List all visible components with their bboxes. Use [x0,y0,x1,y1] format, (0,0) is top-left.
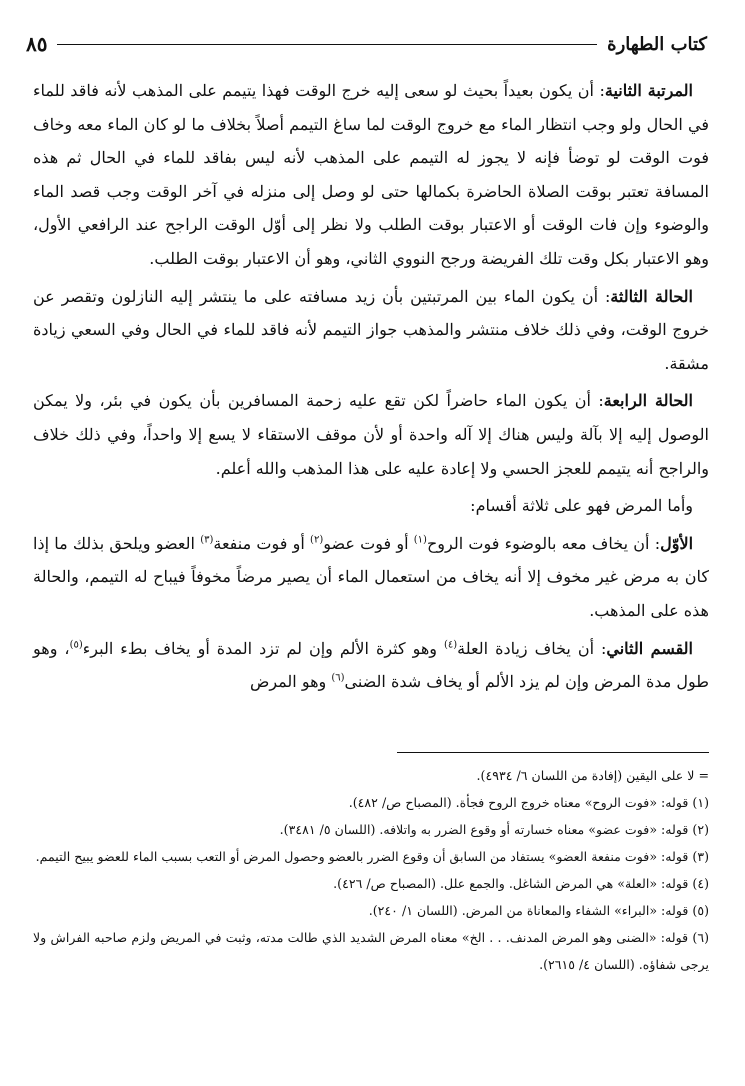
paragraph-second-section [33,632,709,699]
footnote-1: (١) قوله: «فوت الروح» معناه خروج الروح فجأة. (المصباح ص/ ٤٨٢). [348,795,709,810]
footnote-6: (٦) قوله: «الضنى وهو المرض المدنف. . . الخ» معناه المرض الشديد الذي طالت مدته، وثبت في المريض ولزم صاحبه الفراش ولا يرجى شفاؤه. (اللسان ٤/ ٢٦١٥). [33,930,709,972]
paragraph-heading: الحالة الرابعة [603,391,693,411]
paragraph-text: : أن يخاف زيادة العلة [457,638,607,658]
paragraph-illness-intro [33,489,709,523]
footnote-ref-1[interactable]: (١) [413,534,427,546]
paragraph-heading: الأوّل [660,533,694,553]
paragraph-heading: القسم الثاني [606,638,694,658]
footnote-ref-2[interactable]: (٢) [310,534,324,546]
footnote-ref-4[interactable]: (٤) [443,639,458,651]
footnote-4: (٤) قوله: «العلة» هي المرض الشاغل. والجمع علل. (المصباح ص/ ٤٢٦). [333,876,709,891]
paragraph-text: وهو المرض [249,672,332,692]
paragraph-heading: المرتبة الثانية [604,81,694,100]
paragraph-text: : أن يكون بعيداً بحيث لو سعى إليه خرج الوقت فهذا يتيمم على المذهب لأنه فاقد للماء في الحال ولو وجب انتظار الماء مع خروج الوقت لما ساغ التيمم أصلاً بخلاف ما لو كان الماء معه وخاف فوت الوقت لو توضأ فإنه لا يجوز له التيمم على المذهب لأنه ليس بفاقد للماء في الحال ثم هذه المسافة تعتبر بوقت الصلاة الحاضرة بكمالها حتى لو وصل إلى منزله في آخر الوقت وجب قصد الماء والوضوء وإن فات الوقت أو الاعتبار بوقت الطلب ولا نظر إلى أوّل الوقت الراجح عند الرافعي الأول، وهو الاعتبار بكل وقت تلك الفريضة ورجح النووي الثاني، وهو أن الاعتبار بوقت الطلب. [33,81,709,268]
paragraph-text: وهو كثرة الألم وإن لم تزد المدة أو يخاف بطء البرء [82,638,444,658]
footnote-3: (٣) قوله: «فوت منفعة العضو» يستفاد من السابق أن وقوع الضرر بالعضو وحصول المرض أو التعب بسبب الماء للعضو يبيح التيمم. [35,849,709,864]
footnotes [33,762,709,978]
footnote-5: (٥) قوله: «البراء» الشفاء والمعاناة من المرض. (اللسان ١/ ٢٤٠). [368,903,709,918]
paragraph-heading: الحالة الثالثة [610,286,693,306]
paragraph-first-section [33,527,709,628]
paragraph-text: : أن يكون الماء بين المرتبتين بأن زيد مسافته على ما ينتشر إليه النازلون وتقصر عن خروج الوقت، وفي ذلك خلاف منتشر والمذهب جواز التيمم لأنه فاقد للماء في الحال وفي السعي زيادة مشقة. [33,286,709,373]
footnote-ref-6[interactable]: (٦) [331,672,345,684]
paragraph-text: أو فوت عضو [323,533,414,553]
paragraph-text: : أن يكون الماء حاضراً لكن تقع عليه زحمة المسافرين بأن يكون في بئر، ولا يمكن الوصول إليه إلا بآلة وليس هناك إلا آله واحدة أو لأن موقف الاستقاء لا يسع إلا واحداً، وفي ذلك خلاف والراجح أنه يتيمم للعجز الحسي ولا إعادة عليه على هذا المذهب والله أعلم. [33,391,709,478]
paragraph-third-case [33,280,709,381]
footnote-ref-5[interactable]: (٥) [69,639,83,651]
footnote-separator [397,752,709,753]
paragraph-text: أو فوت منفعة [213,533,311,553]
footnote-2: (٢) قوله: «فوت عضو» معناه خسارته أو وقوع الضرر به واتلافه. (اللسان ٥/ ٣٤٨١). [279,822,709,837]
header-rule [57,44,597,45]
footnote-ref-3[interactable]: (٣) [200,534,214,546]
main-text [33,74,709,703]
running-title: كتاب الطهارة [607,33,707,55]
footnote-continued: = لا على اليقين (إفادة من اللسان ٦/ ٤٩٣٤). [476,768,709,783]
page-number: ٨٥ [26,32,48,56]
paragraph-fourth-case [33,384,709,485]
page-header [26,30,707,58]
paragraph-text: وأما المرض فهو على ثلاثة أقسام: [470,496,693,516]
paragraph-second-level [33,74,709,276]
paragraph-text: العضو ويلحق بذلك ما إذا كان به مرض غير مخوف إلا أنه يخاف من استعمال الماء أن يصير مرضاً مخوفاً فيباح له التيمم، والحالة هذه على المذهب. [33,533,709,620]
paragraph-text: ، وهو طول مدة المرض وإن لم يزد الألم أو يخاف شدة الضنى [33,638,709,692]
paragraph-text: : أن يخاف معه بالوضوء فوت الروح [426,533,661,553]
